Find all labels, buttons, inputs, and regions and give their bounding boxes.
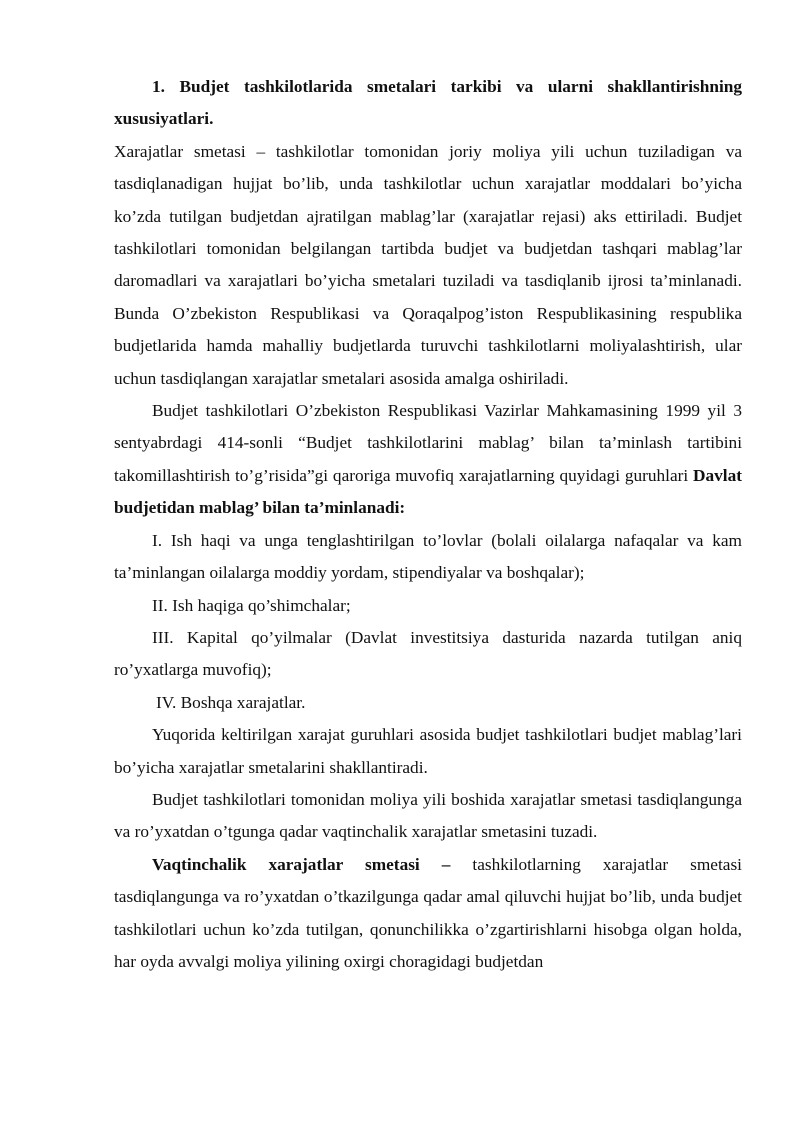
paragraph-financing-decree	[114, 395, 742, 525]
paragraph-expense-groups: Yuqorida keltirilgan xarajat guruhlari asosida budjet tashkilotlari budjet mablag’lari bo’yicha xarajatlar smetalarini shakllantiradi.	[114, 725, 742, 777]
paragraph-temporary-estimate-definition	[114, 849, 742, 979]
paragraph-temporary-estimate-definition-text: tashkilotlarning xarajatlar smetasi tasdiqlangunga va ro’yxatdan o’tkazilgunga qadar amal qiluvchi hujjat bo’lib, unda budjet tashkilotlari uchun ko’zda tutilgan, qonunchilikka o’zgartirishlarni hisobga olgan holda, har oyda avvalgi moliya yilining oxirgi choragidagi budjetdan	[114, 854, 742, 971]
section-title: 1. Budjet tashkilotlarida smetalari tarkibi va ularni shakllantirishning xususiyatlari.	[114, 77, 742, 129]
list-item-4: IV. Boshqa xarajatlar.	[156, 692, 306, 712]
paragraph-financing-decree-emphasis: Davlat budjetidan mablag’ bilan ta’minlanadi:	[114, 465, 742, 518]
paragraph-financing-decree-text: Budjet tashkilotlari O’zbekiston Respublikasi Vazirlar Mahkamasining 1999 yil 3 sentyabrdagi 414-sonli “Budjet tashkilotlarini mablag’ bilan ta’minlash tartibini takomillashtirish to’g’risida”gi qaroriga muvofiq xarajatlarning quyidagi guruhlari	[114, 401, 742, 485]
list-item-1: I. Ish haqi va unga tenglashtirilgan to’lovlar (bolali oilalarga nafaqalar va kam ta’minlangan oilalarga moddiy yordam, stipendiyalar va boshqalar);	[114, 530, 742, 583]
list-item-2: II. Ish haqiga qo’shimchalar;	[152, 595, 351, 615]
term-temporary-estimate: Vaqtinchalik xarajatlar smetasi –	[152, 854, 451, 874]
paragraph-temporary-estimate: Budjet tashkilotlari tomonidan moliya yili boshida xarajatlar smetasi tasdiqlangunga va ro’yxatdan o’tgunga qadar vaqtinchalik xarajatlar smetasini tuzadi.	[114, 789, 742, 842]
document-page	[114, 71, 742, 978]
list-item-3: III. Kapital qo’yilmalar (Davlat investitsiya dasturida nazarda tutilgan aniq ro’yxatlarga muvofiq);	[114, 627, 742, 680]
paragraph-expense-estimate-definition: Xarajatlar smetasi – tashkilotlar tomonidan joriy moliya yili uchun tuziladigan va tasdiqlanadigan hujjat bo’lib, unda tashkilotlar uchun xarajatlar moddalari bo’yicha ko’zda tutilgan budjetdan ajratilgan mablag’lar (xarajatlar rejasi) aks ettiriladi. Budjet tashkilotlari tomonidan belgilangan tartibda budjet va budjetdan tashqari mablag’lar daromadlari va xarajatlari bo’yicha smetalari tuziladi va tasdiqlanib ijrosi ta’minlanadi. Bunda O’zbekiston Respublikasi va Qoraqalpog’iston Respublikasining respublika budjetlarida hamda mahalliy budjetlarda turuvchi tashkilotlarni moliyalashtirish, ular uchun tasdiqlangan xarajatlar smetalari asosida amalga oshiriladi.	[114, 141, 742, 388]
